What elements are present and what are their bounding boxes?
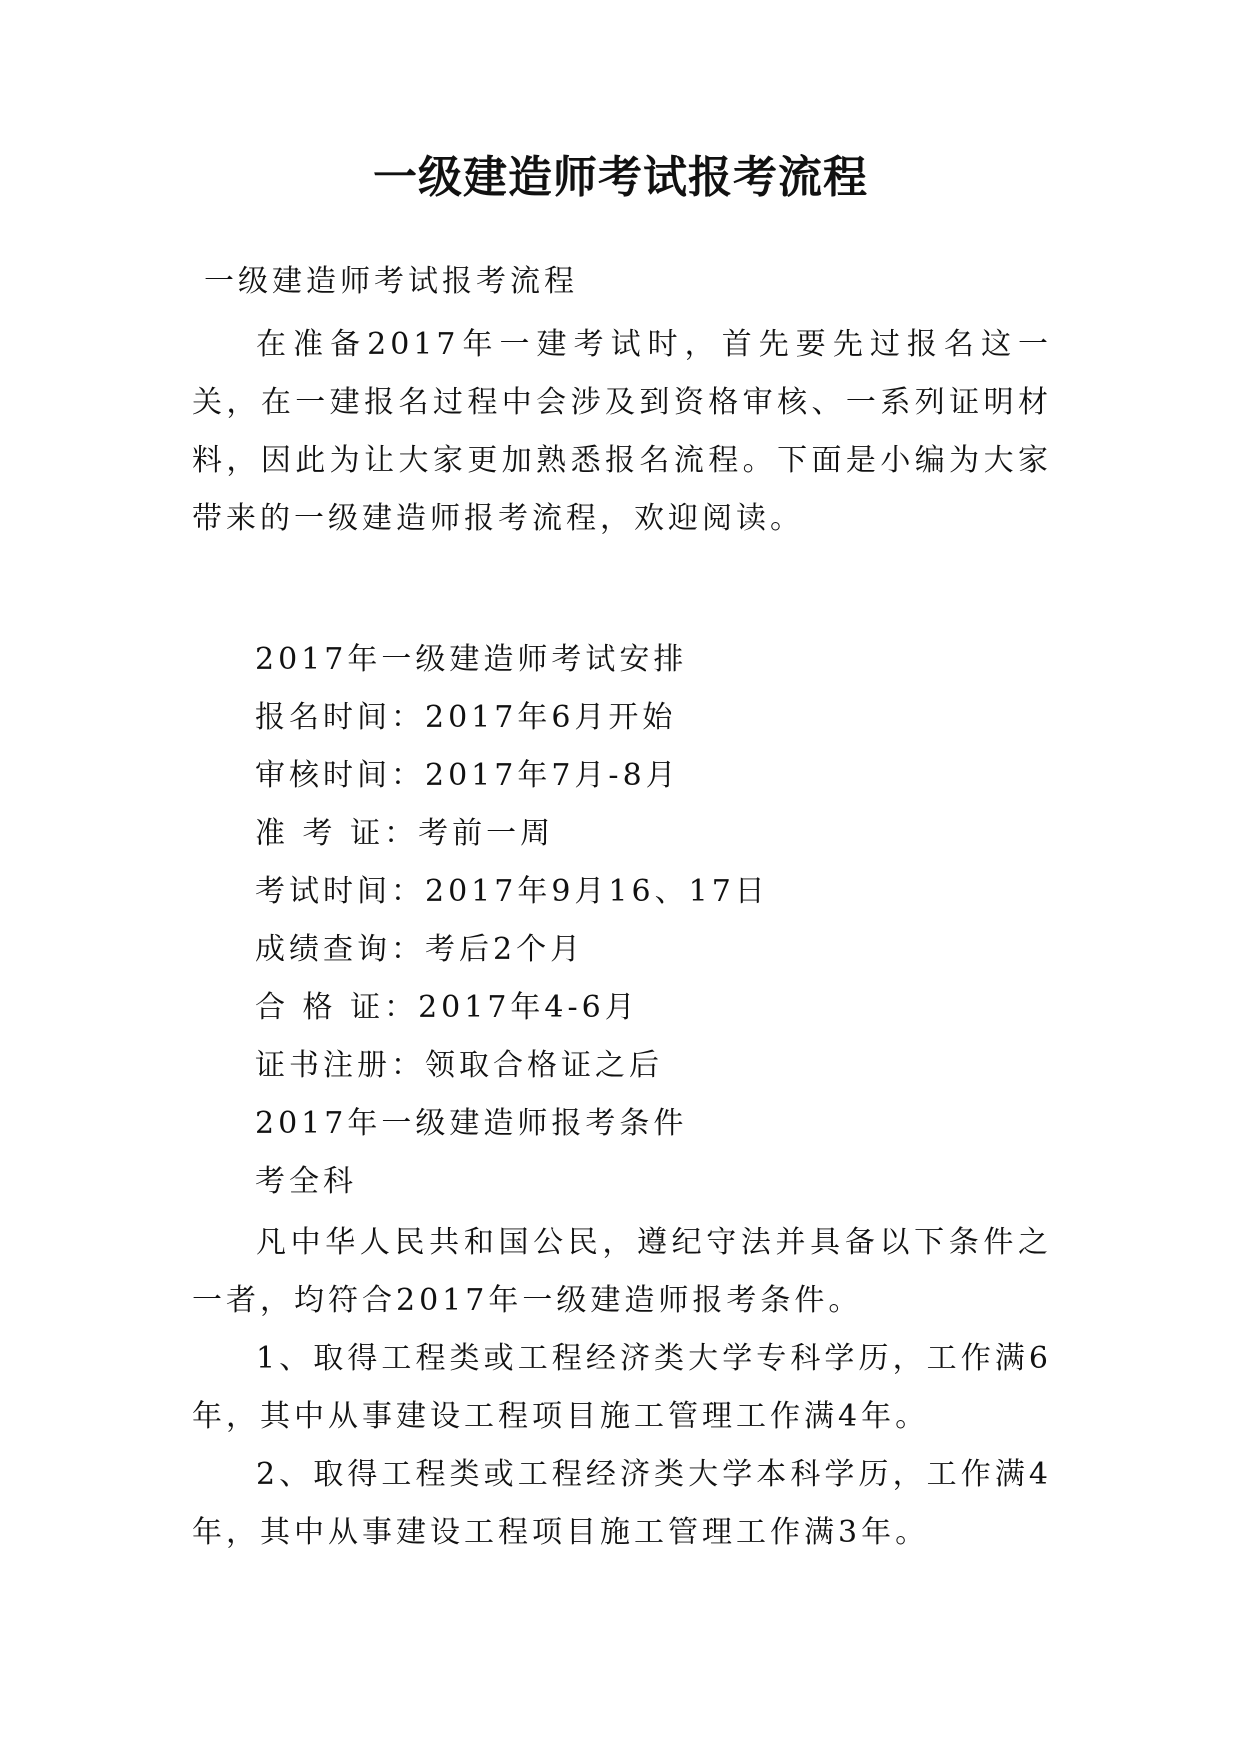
schedule-heading: 2017年一级建造师考试安排 (255, 642, 688, 677)
schedule-item-exam-time: 考试时间：2017年9月16、17日 (255, 874, 769, 909)
schedule-item-review: 审核时间：2017年7月-8月 (255, 758, 680, 793)
intro-paragraph: 在准备2017年一建考试时，首先要先过报名这一关，在一建报名过程中会涉及到资格审核、一系列证明材料，因此为让大家更加熟悉报名流程。下面是小编为大家带来的一级建造师报考流程，欢迎阅读。 (192, 327, 1052, 536)
schedule-item-score-query: 成绩查询：考后2个月 (255, 932, 585, 967)
schedule-item-registration-cert: 证书注册：领取合格证之后 (255, 1048, 663, 1083)
schedule-item-certificate: 合 格 证：2017年4-6月 (255, 990, 639, 1025)
document-subtitle: 一级建造师考试报考流程 (204, 264, 578, 299)
conditions-intro-paragraph: 凡中华人民共和国公民，遵纪守法并具备以下条件之一者，均符合2017年一级建造师报考条件。 (192, 1225, 1052, 1318)
document-title: 一级建造师考试报考流程 (373, 152, 868, 203)
full-subjects-label: 考全科 (255, 1164, 357, 1199)
conditions-heading: 2017年一级建造师报考条件 (255, 1106, 688, 1141)
condition-item-2: 2、取得工程类或工程经济类大学本科学历，工作满4年，其中从事建设工程项目施工管理工作满3年。 (192, 1457, 1052, 1550)
schedule-item-registration: 报名时间：2017年6月开始 (255, 700, 677, 735)
condition-item-1: 1、取得工程类或工程经济类大学专科学历，工作满6年，其中从事建设工程项目施工管理工作满4年。 (192, 1341, 1052, 1434)
schedule-item-admission-ticket: 准 考 证：考前一周 (255, 816, 555, 851)
